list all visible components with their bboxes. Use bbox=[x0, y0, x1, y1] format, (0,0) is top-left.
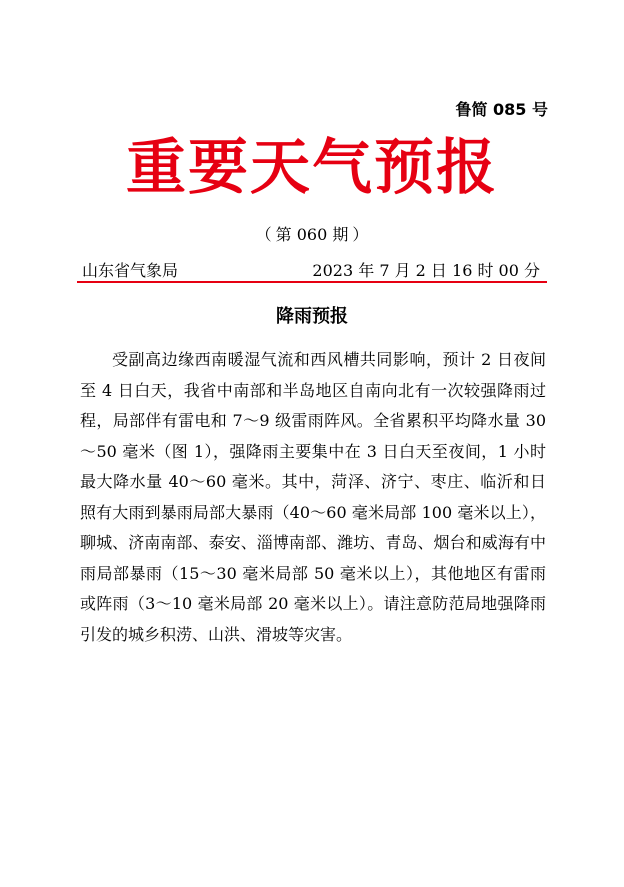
document-title: 重要天气预报 bbox=[126, 133, 498, 203]
issued-time: 2023 年 7 月 2 日 16 时 00 分 bbox=[312, 261, 540, 280]
forecast-body: 受副高边缘西南暖湿气流和西风槽共同影响，预计 2 日夜间至 4 日白天，我省中南部和半岛地区自南向北有一次较强降雨过程，局部伴有雷电和 7～9 级雷雨阵风。全省累积平均降水量 30～50 毫米（图 1），强降雨主要集中在 3 日白天至夜间，1 小时最大降水量 40～60 毫米。其中，菏泽、济宁、枣庄、临沂和日照有大雨到暴雨局部大暴雨（40～60 毫米局部 100 毫米以上），聊城、济南南部、泰安、淄博南部、潍坊、青岛、烟台和威海有中雨局部暴雨（15～30 毫米局部 50 毫米以上），其他地区有雷雨或阵雨（3～10 毫米局部 20 毫米以上）。请注意防范局地强降雨引发的城乡积涝、山洪、滑坡等灾害。 bbox=[80, 350, 546, 644]
issue-label: 第 060 期 bbox=[275, 225, 349, 244]
issue-open-paren: （ bbox=[255, 225, 272, 244]
section-title: 降雨预报 bbox=[276, 306, 348, 327]
header-divider bbox=[77, 281, 547, 283]
issue-number bbox=[0, 222, 624, 245]
issue-close-paren: ） bbox=[352, 225, 369, 244]
document-number: 鲁简 085 号 bbox=[455, 100, 548, 119]
issuer-name: 山东省气象局 bbox=[82, 261, 179, 280]
